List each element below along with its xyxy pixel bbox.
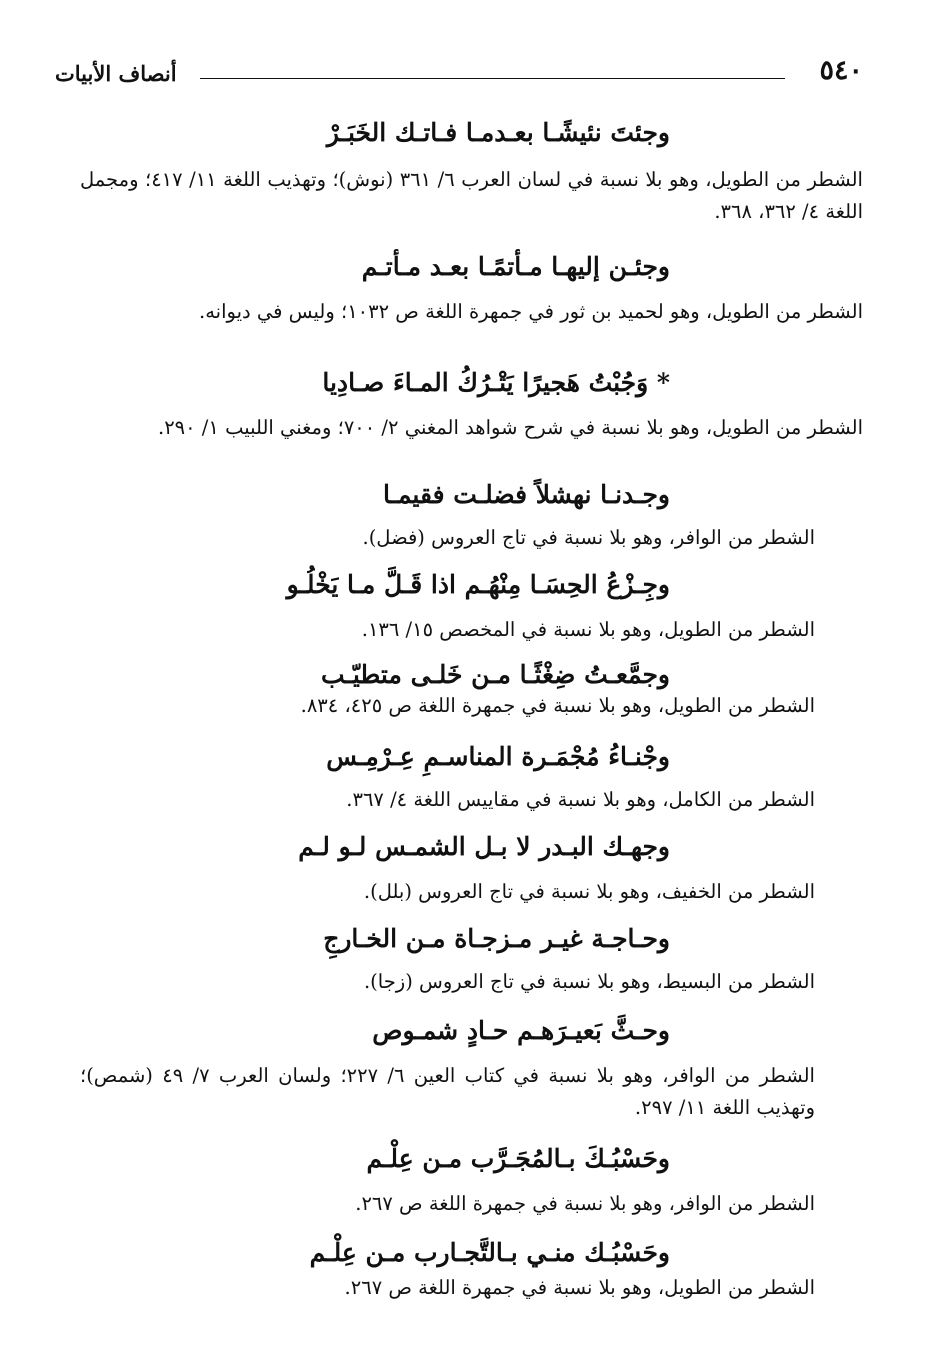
verse-note: الشطر من الكامل، وهو بلا نسبة في مقاييس اللغة ٤/ ٣٦٧. bbox=[346, 788, 815, 811]
verse-note: الشطر من الخفيف، وهو بلا نسبة في تاج العروس (بلل). bbox=[363, 880, 815, 903]
verse-line: وحَسْبُـكَ بـالمُجَـرَّب مـن عِلْـم bbox=[366, 1144, 670, 1173]
verse-note: الشطر من الطويل، وهو بلا نسبة في لسان العرب ٦/ ٣٦١ (نوش)؛ وتهذيب اللغة ١١/ ٤١٧؛ ومجمل اللغة ٤/ ٣٦٢، ٣٦٨. bbox=[80, 168, 863, 223]
running-title: أنصاف الأبيات bbox=[55, 61, 177, 86]
verse-note: الشطر من الطويل، وهو بلا نسبة في جمهرة اللغة ص ٤٢٥، ٨٣٤. bbox=[300, 694, 815, 717]
verse-note: الشطر من الطويل، وهو بلا نسبة في شرح شواهد المغني ٢/ ٧٠٠؛ ومغني اللبيب ١/ ٢٩٠. bbox=[157, 416, 863, 439]
verse-note: الشطر من الوافر، وهو بلا نسبة في تاج العروس (فضل). bbox=[362, 526, 815, 549]
verse-line: وحَسْبُـك منـي بـالتَّجـارب مـن عِلْـم bbox=[309, 1238, 670, 1267]
verse-line: وحـاجـة غيـر مـزجـاة مـن الخـارجِ bbox=[323, 924, 670, 953]
verse-line: وجمَّعـتُ ضِغْثًـا مـن خَلـى متطيّـب bbox=[321, 660, 670, 689]
verse-line: وجْنـاءُ مُجْمَـرة المناسـمِ عِـرْمِـس bbox=[326, 742, 670, 771]
verse-line: * وَجُبْتُ هَجيرًا يَتْـرُكُ المـاءَ صـادِيا bbox=[322, 368, 670, 397]
verse-line: وجِـزْعُ الحِسَـا مِنْهُـم اذا قَـلَّ مـا يَخْلُـو bbox=[286, 570, 670, 599]
verse-note: الشطر من البسيط، وهو بلا نسبة في تاج العروس (زجا). bbox=[363, 970, 815, 993]
verse-note: الشطر من الطويل، وهو بلا نسبة في المخصص ١٥/ ١٣٦. bbox=[361, 618, 815, 641]
verse-note: الشطر من الوافر، وهو بلا نسبة في جمهرة اللغة ص ٢٦٧. bbox=[355, 1192, 815, 1215]
verse-note: الشطر من الطويل، وهو لحميد بن ثور في جمهرة اللغة ص ١٠٣٢؛ وليس في ديوانه. bbox=[199, 300, 863, 323]
verse-line: وجـدنـا نهشلاً فضلـت فقيمـا bbox=[383, 480, 670, 509]
verse-line: وجئتَ نئيشًـا بعـدمـا فـاتـك الخَبَـرْ bbox=[326, 118, 670, 147]
verse-line: وجهـك البـدر لا بـل الشمـس لـو لـم bbox=[298, 832, 670, 861]
verse-line: وجئـن إليهـا مـأتمًـا بعـد مـأتـم bbox=[361, 252, 670, 281]
verse-line: وحـثَّ بَعيـرَهـم حـادٍ شمـوص bbox=[372, 1016, 670, 1045]
page-number: ٥٤٠ bbox=[819, 55, 863, 86]
verse-note: الشطر من الوافر، وهو بلا نسبة في كتاب العين ٦/ ٢٢٧؛ ولسان العرب ٧/ ٤٩ (شمص)؛ وتهذيب اللغة ١١/ ٢٩٧. bbox=[80, 1064, 815, 1119]
verse-note: الشطر من الطويل، وهو بلا نسبة في جمهرة اللغة ص ٢٦٧. bbox=[344, 1276, 815, 1299]
